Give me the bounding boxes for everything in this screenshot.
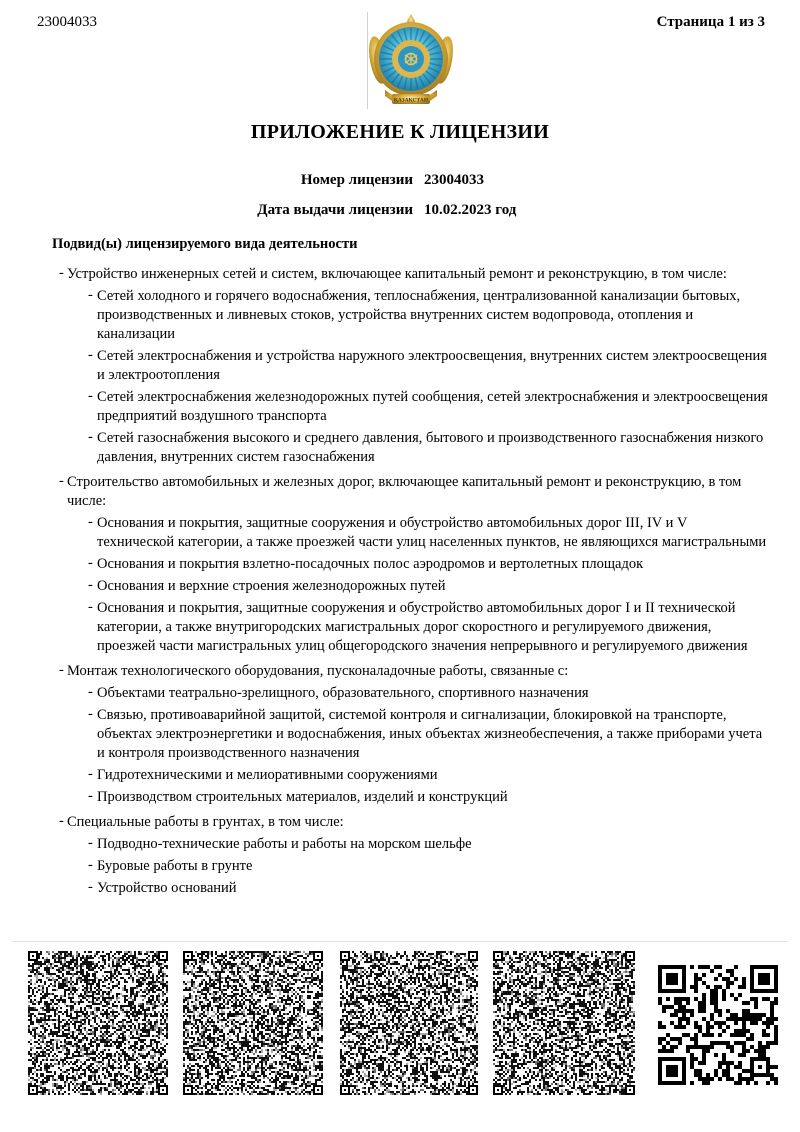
sub-list-item xyxy=(88,287,768,344)
sub-list-item xyxy=(88,766,768,785)
license-number-row xyxy=(243,171,516,190)
section-title: Подвид(ы) лицензируемого вида деятельности xyxy=(52,236,358,252)
list-item-text: Сетей электроснабжения и устройства наружного электроосвещения, внутренних систем электроосвещения и электроотопления xyxy=(97,348,767,383)
list-item-text: Основания и покрытия, защитные сооружения и обустройство автомобильных дорог III, IV и V технической категории, а также проезжей части улиц населенных пунктов, не являющихся магистральными xyxy=(97,515,767,550)
list-item-text: Подводно-технические работы и работы на морском шельфе xyxy=(97,836,472,852)
divider-line xyxy=(13,941,787,942)
list-item-text: Основания и верхние строения железнодорожных путей xyxy=(97,578,446,594)
list-item xyxy=(59,265,768,284)
dash-bullet-icon: - xyxy=(88,555,93,571)
dash-bullet-icon: - xyxy=(88,788,93,804)
license-number-value: 23004033 xyxy=(424,172,484,188)
signature-stamp-barcode-3 xyxy=(340,951,478,1095)
dash-bullet-icon: - xyxy=(88,599,93,615)
list-item-text: Основания и покрытия, защитные сооружения и обустройство автомобильных дорог I и II технической категории, а также внутригородских магистральных дорог скоростного и регулируемого движения, проезжей части магистральных улиц общегородского значения непрерывного и регулируемого движения xyxy=(97,600,748,654)
list-item-text: Производством строительных материалов, изделий и конструкций xyxy=(97,789,508,805)
license-number-label: Номер лицензии xyxy=(300,172,413,188)
sub-list-item xyxy=(88,514,768,552)
sub-list-item xyxy=(88,388,768,426)
dash-bullet-icon: - xyxy=(59,813,64,829)
emblem-banner-text: ҚАЗАҚСТАН xyxy=(393,97,429,104)
license-date-row xyxy=(243,201,516,220)
signature-stamp-barcode-2 xyxy=(183,951,323,1095)
dash-bullet-icon: - xyxy=(88,684,93,700)
list-item-text: Сетей электроснабжения железнодорожных путей сообщения, сетей электроснабжения и электроосвещения предприятий воздушного транспорта xyxy=(97,389,768,424)
dash-bullet-icon: - xyxy=(88,514,93,530)
list-item-text: Гидротехническими и мелиоративными сооружениями xyxy=(97,767,438,783)
dash-bullet-icon: - xyxy=(88,347,93,363)
sub-list-item xyxy=(88,684,768,703)
list-item-text: Объектами театрально-зрелищного, образовательного, спортивного назначения xyxy=(97,685,589,701)
sub-list-item xyxy=(88,555,768,574)
list-item xyxy=(59,662,768,681)
list-item-text: Сетей газоснабжения высокого и среднего давления, бытового и производственного газоснабжения низкого давления, внутренних систем газоснабжения xyxy=(97,430,764,465)
sub-list-item xyxy=(88,835,768,854)
license-date-value: 10.02.2023 год xyxy=(424,202,517,218)
qr-code-icon xyxy=(658,965,778,1085)
list-item-text: Основания и покрытия взлетно-посадочных полос аэродромов и вертолетных площадок xyxy=(97,556,644,572)
list-item-text: Сетей холодного и горячего водоснабжения, теплоснабжения, централизованной канализации бытовых, производственных и ливневых стоков, устройства внутренних систем водопровода, отопления и канализации xyxy=(97,288,741,342)
dash-bullet-icon: - xyxy=(59,473,64,489)
licensed-subtypes-list xyxy=(0,259,768,898)
dash-bullet-icon: - xyxy=(88,857,93,873)
signature-stamp-barcode-4 xyxy=(493,951,635,1095)
list-item-text: Монтаж технологического оборудования, пусконаладочные работы, связанные с: xyxy=(67,663,569,679)
list-item-text: Устройство оснований xyxy=(97,880,237,896)
sub-list-item xyxy=(88,429,768,467)
sub-list-item xyxy=(88,788,768,807)
dash-bullet-icon: - xyxy=(59,662,64,678)
kazakhstan-coat-of-arms-icon xyxy=(367,12,454,109)
dash-bullet-icon: - xyxy=(88,429,93,445)
sub-list-item xyxy=(88,879,768,898)
dash-bullet-icon: - xyxy=(59,265,64,281)
dash-bullet-icon: - xyxy=(88,766,93,782)
page-title: ПРИЛОЖЕНИЕ К ЛИЦЕНЗИИ xyxy=(250,121,550,143)
dash-bullet-icon: - xyxy=(88,577,93,593)
sub-list-item xyxy=(88,857,768,876)
dash-bullet-icon: - xyxy=(88,388,93,404)
dash-bullet-icon: - xyxy=(88,287,93,303)
dash-bullet-icon: - xyxy=(88,879,93,895)
signature-stamp-barcode-1 xyxy=(28,951,168,1095)
page-indicator: Страница 1 из 3 xyxy=(656,14,765,30)
list-item xyxy=(59,473,768,511)
license-fields xyxy=(243,171,516,231)
sub-list-item xyxy=(88,577,768,596)
list-item-text: Строительство автомобильных и железных дорог, включающее капитальный ремонт и реконструкцию, в том числе: xyxy=(67,474,742,509)
list-item-text: Специальные работы в грунтах, в том числе: xyxy=(67,814,344,830)
list-item-text: Устройство инженерных сетей и систем, включающее капитальный ремонт и реконструкцию, в том числе: xyxy=(67,266,727,282)
doc-number: 23004033 xyxy=(37,14,97,30)
sub-list-item xyxy=(88,347,768,385)
list-item-text: Связью, противоаварийной защитой, системой контроля и сигнализации, блокировкой на транспорте, объектах электроэнергетики и водоснабжения, иных объектах жизнеобеспечения, а также приборами учета и контроля производственного назначения xyxy=(97,707,763,761)
list-item-text: Буровые работы в грунте xyxy=(97,858,253,874)
sub-list-item xyxy=(88,706,768,763)
list-item xyxy=(59,813,768,832)
dash-bullet-icon: - xyxy=(88,835,93,851)
dash-bullet-icon: - xyxy=(88,706,93,722)
license-date-label: Дата выдачи лицензии xyxy=(257,202,413,218)
sub-list-item xyxy=(88,599,768,656)
